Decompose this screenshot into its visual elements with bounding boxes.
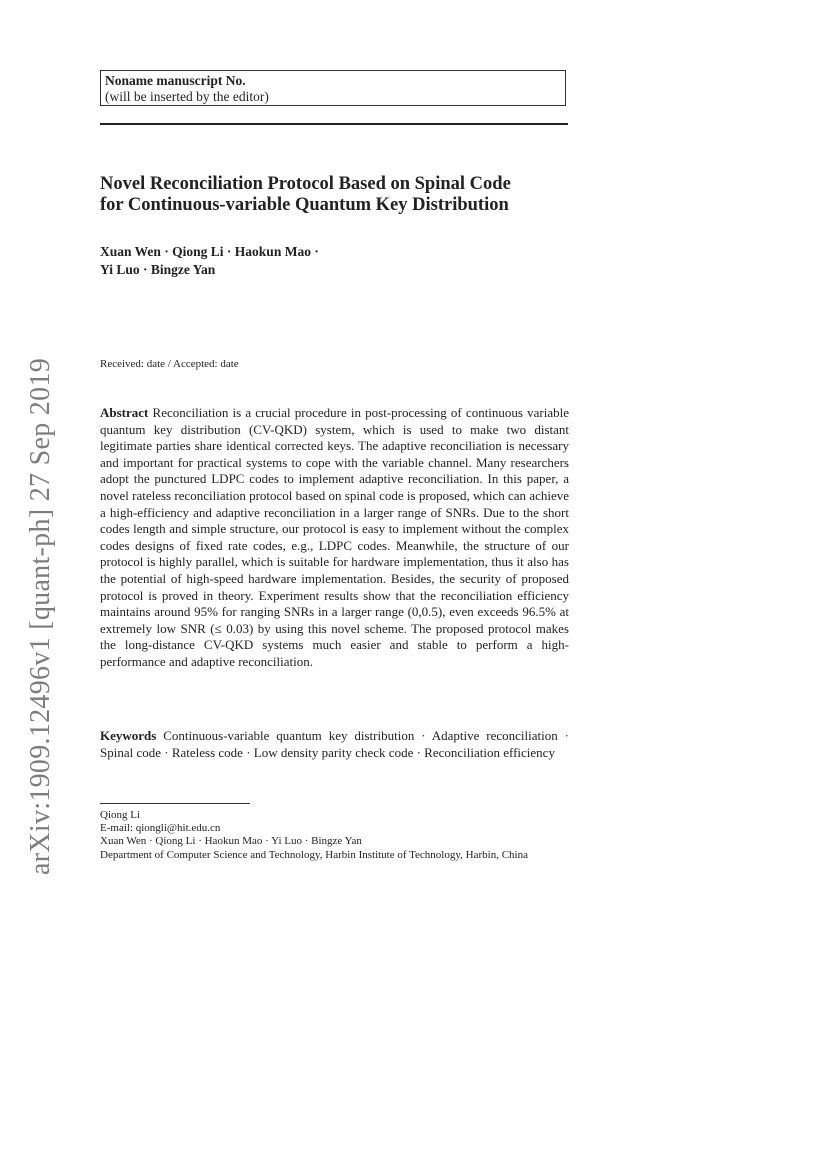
received-accepted-date: Received: date / Accepted: date: [100, 358, 239, 370]
authors-line-1: Xuan Wen · Qiong Li · Haokun Mao ·: [100, 244, 319, 259]
manuscript-header-box: [100, 70, 566, 106]
keywords-text: Continuous-variable quantum key distribution · Adaptive reconciliation · Spinal code · Rateless code · Low density parity check code · Reconciliation efficiency: [100, 728, 569, 760]
keywords-label: Keywords: [100, 728, 157, 743]
keywords-paragraph: [100, 728, 569, 761]
author-list: [100, 243, 570, 279]
title-line-1: Novel Reconciliation Protocol Based on Spinal Code: [100, 174, 511, 194]
authors-line-2: Yi Luo · Bingze Yan: [100, 262, 216, 277]
author-footnotes: [100, 809, 569, 862]
abstract-label: Abstract: [100, 405, 149, 420]
arxiv-side-stamp: arXiv:1909.12496v1 [quant-ph] 27 Sep 2019: [25, 357, 56, 875]
paper-title: [100, 174, 580, 216]
corresponding-author: Qiong Li: [100, 809, 141, 821]
abstract-paragraph: [100, 405, 569, 671]
affiliation: Department of Computer Science and Technology, Harbin Institute of Technology, Harbin, China: [100, 848, 528, 861]
title-line-2: for Continuous-variable Quantum Key Distribution: [100, 195, 509, 215]
corresponding-email: E-mail: qiongli@hit.edu.cn: [100, 822, 221, 835]
footnote-authors: Xuan Wen · Qiong Li · Haokun Mao · Yi Luo · Bingze Yan: [100, 835, 362, 848]
header-rule: [100, 123, 568, 125]
manuscript-number: Noname manuscript No.: [105, 73, 246, 88]
footnote-rule: [100, 803, 250, 804]
editor-note: (will be inserted by the editor): [105, 89, 269, 104]
abstract-text: Reconciliation is a crucial procedure in post-processing of continuous variable quantum key distribution (CV-QKD) system, which is used to make two distant legitimate parties share identical corrected keys. The adaptive reconciliation is necessary and important for practical systems to cope with the variable channel. Many researchers adopt the punctured LDPC codes to implement adaptive reconciliation. In this paper, a novel rateless reconciliation protocol based on spinal code is proposed, which can achieve a high-efficiency and adaptive reconciliation in a larger range of SNRs. Due to the short codes length and simple structure, our protocol is easy to implement without the complex codes designs of fixed rate codes, e.g., LDPC codes. Meanwhile, the structure of our protocol is highly parallel, which is suitable for hardware implementation, thus it also has the potential of high-speed hardware implementation. Besides, the security of proposed protocol is proved in theory. Experiment results show that the reconciliation efficiency maintains around 95% for ranging SNRs in a larger range (0,0.5), even exceeds 96.5% at extremely low SNR (≤ 0.03) by using this novel scheme. The proposed protocol makes the long-distance CV-QKD systems much easier and stable to perform a high-performance and adaptive reconciliation.: [100, 405, 569, 669]
